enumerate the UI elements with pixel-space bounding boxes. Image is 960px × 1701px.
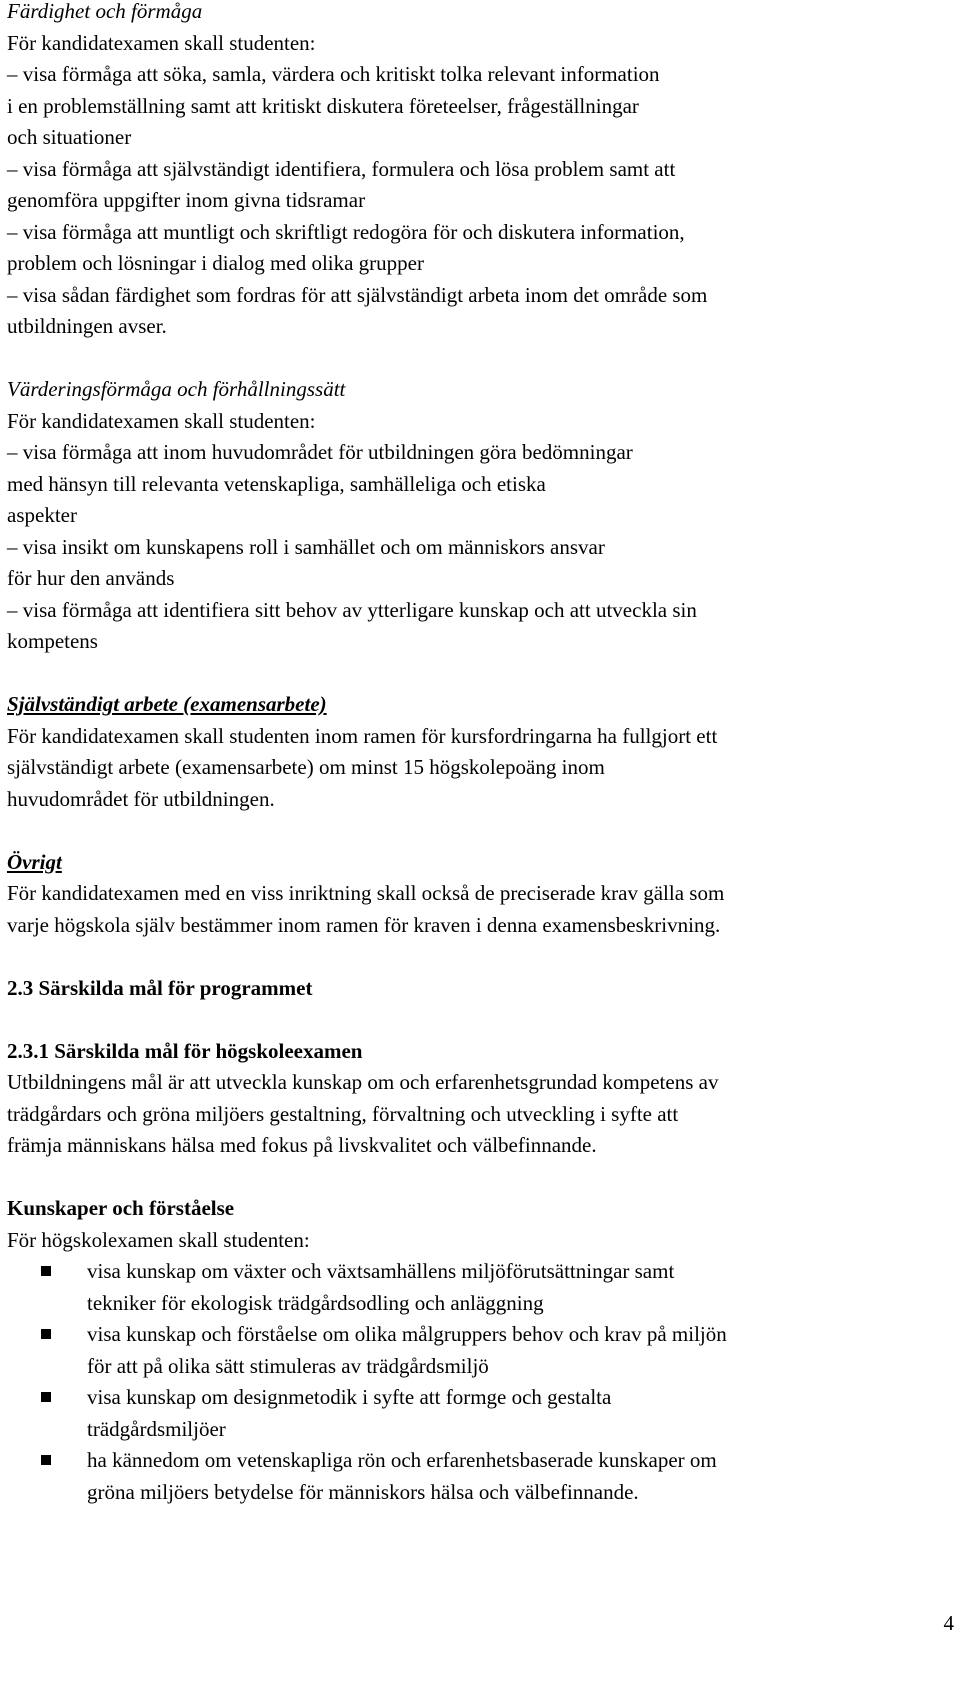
section-heading: Värderingsförmåga och förhållningssätt — [7, 377, 346, 401]
text-line: – visa förmåga att söka, samla, värdera och kritiskt tolka relevant information — [7, 62, 660, 86]
square-bullet-icon — [41, 1329, 51, 1339]
text-line: varje högskola själv bestämmer inom ramen för kraven i denna examensbeskrivning. — [7, 912, 721, 937]
section-heading: Självständigt arbete (examensarbete) — [7, 692, 327, 716]
section-fardighet — [7, 0, 942, 343]
text-line: Utbildningens mål är att utveckla kunskap om och erfarenhetsgrundad kompetens av — [7, 1070, 719, 1094]
text-line: och situationer — [7, 125, 132, 149]
section-heading: 2.3.1 Särskilda mål för högskoleexamen — [7, 1038, 363, 1063]
text-line: med hänsyn till relevanta vetenskapliga, samhälleliga och etiska — [7, 471, 546, 496]
text-line: genomföra uppgifter inom givna tidsramar — [7, 188, 366, 212]
list-item — [7, 1319, 942, 1382]
text-line: För kandidatexamen skall studenten inom ramen för kursfordringarna ha fullgjort ett — [7, 723, 718, 748]
section-2-3 — [7, 973, 942, 1005]
text-line: För kandidatexamen med en viss inriktning skall också de preciserade krav gälla som — [7, 881, 725, 905]
text-line: – visa förmåga att självständigt identifiera, formulera och lösa problem samt att — [7, 156, 676, 181]
section-heading: Färdighet och förmåga — [7, 0, 203, 23]
text-line: problem och lösningar i dialog med olika grupper — [7, 251, 424, 275]
spacer — [7, 1162, 942, 1194]
text-line: för hur den används — [7, 566, 175, 590]
text-line: – visa förmåga att muntligt och skriftligt redogöra för och diskutera information, — [7, 219, 685, 244]
text-line: – visa förmåga att identifiera sitt behov av ytterligare kunskap och att utveckla sin — [7, 597, 697, 622]
text-line: för att på olika sätt stimuleras av trädgårdsmiljö — [87, 1353, 489, 1378]
text-line: visa kunskap om växter och växtsamhällens miljöförutsättningar samt — [87, 1259, 675, 1283]
section-ovrigt — [7, 847, 942, 942]
text-line: i en problemställning samt att kritiskt diskutera företeelser, frågeställningar — [7, 93, 639, 118]
square-bullet-icon — [41, 1266, 51, 1276]
text-line: – visa förmåga att inom huvudområdet för utbildningen göra bedömningar — [7, 440, 633, 464]
section-intro: För kandidatexamen skall studenten: — [7, 408, 316, 433]
section-sjalvstandigt — [7, 689, 942, 815]
text-line: – visa insikt om kunskapens roll i samhället och om människors ansvar — [7, 534, 605, 559]
spacer — [7, 815, 942, 847]
section-heading: Kunskaper och förståelse — [7, 1196, 235, 1220]
text-line: trädgårdsmiljöer — [87, 1416, 226, 1441]
text-line: utbildningen avser. — [7, 314, 167, 338]
bullet-list — [7, 1256, 942, 1508]
list-item — [7, 1256, 942, 1319]
text-line: kompetens — [7, 629, 98, 653]
square-bullet-icon — [41, 1455, 51, 1465]
list-item — [7, 1445, 942, 1508]
text-line: främja människans hälsa med fokus på livskvalitet och välbefinnande. — [7, 1133, 597, 1157]
document-page — [7, 0, 942, 1508]
section-2-3-1 — [7, 1036, 942, 1162]
section-varderings — [7, 374, 942, 658]
section-intro: För högskolexamen skall studenten: — [7, 1227, 310, 1252]
page-number: 4 — [943, 1610, 954, 1635]
spacer — [7, 343, 942, 375]
text-line: trädgårdars och gröna miljöers gestaltning, förvaltning och utveckling i syfte att — [7, 1101, 679, 1126]
text-line: huvudområdet för utbildningen. — [7, 786, 275, 811]
spacer — [7, 658, 942, 690]
spacer — [7, 941, 942, 973]
text-line: visa kunskap om designmetodik i syfte att formge och gestalta — [87, 1385, 612, 1409]
section-heading: 2.3 Särskilda mål för programmet — [7, 975, 313, 1000]
list-item — [7, 1382, 942, 1445]
text-line: tekniker för ekologisk trädgårdsodling och anläggning — [87, 1290, 544, 1315]
section-kunskaper — [7, 1193, 942, 1508]
square-bullet-icon — [41, 1392, 51, 1402]
text-line: självständigt arbete (examensarbete) om minst 15 högskolepoäng inom — [7, 755, 605, 779]
section-heading: Övrigt — [7, 849, 62, 874]
section-intro: För kandidatexamen skall studenten: — [7, 30, 316, 55]
text-line: aspekter — [7, 503, 77, 527]
text-line: visa kunskap och förståelse om olika målgruppers behov och krav på miljön — [87, 1322, 727, 1346]
text-line: ha kännedom om vetenskapliga rön och erfarenhetsbaserade kunskaper om — [87, 1448, 717, 1472]
text-line: gröna miljöers betydelse för människors hälsa och välbefinnande. — [87, 1479, 639, 1504]
text-line: – visa sådan färdighet som fordras för att självständigt arbeta inom det område som — [7, 282, 708, 307]
spacer — [7, 1004, 942, 1036]
